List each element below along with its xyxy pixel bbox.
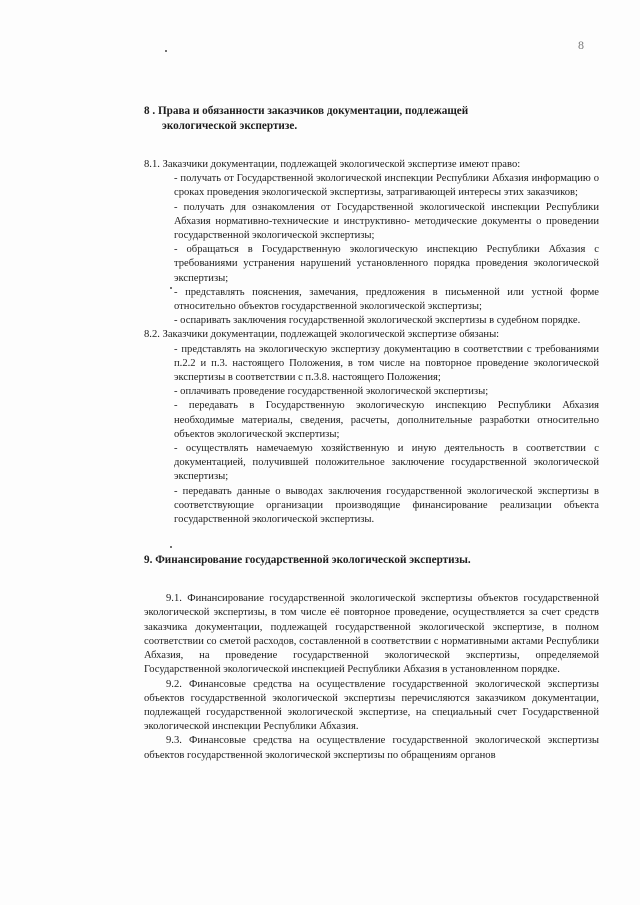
section-8-title-line1: 8 . Права и обязанности заказчиков документации, подлежащей [144,105,469,117]
paragraph-9-2: 9.2. Финансовые средства на осуществление государственной экологической экспертизы объектов государственной экологической экспертизы перечисляются заказчиком документации, подлежащей государственной экологической экспертизе, на специальный счет Государственной экологической инспекции Республики Абхазия. [144,678,599,733]
paragraph-9-1: 9.1. Финансирование государственной экологической экспертизы объектов государственной экологической экспертизы, в том числе её повторное проведение, осуществляется за счет средств заказчика документации, подлежащей государственной экологической экспертизе, в полном соответствии со сметой расходов, составленной в соответствии с нормативными актами Республики Абхазия, на проведение государственной экологической экспертизы, определяемой Государственной экологической инспекцией Республики Абхазия в установленном порядке. [144,593,599,676]
scan-speck [165,50,167,52]
clause-item: - обращаться в Государственную экологическую инспекцию Республики Абхазия с требованиями устранения нарушений установленного порядка проведения экологической экспертизы; [174,244,599,284]
document-body [144,104,599,763]
clause-8-2-items [144,343,599,528]
clause-item: - передавать в Государственную экологическую инспекцию Республики Абхазия необходимые материалы, сведения, расчеты, дополнительные разработки относительно объектов экологической экспертизы; [174,400,599,440]
clause-item: - передавать данные о выводах заключения государственной экологической экспертизы в соответствующие организации производящие финансирование реализации объекта государственной экологической экспертизы. [174,485,599,526]
section-8-title-line2: экологической экспертизе. [162,120,298,132]
clause-8-2-head: 8.2. Заказчики документации, подлежащей экологической экспертизе обязаны: [144,329,500,341]
section-8-heading [144,104,599,134]
clause-item: - получать для ознакомления от Государственной экологической инспекции Республики Абхазия нормативно-технические и инструктивно- методические документы о проведении государственной экологической экспертизы; [174,201,599,242]
paragraph-9-3: 9.3. Финансовые средства на осуществление государственной экологической экспертизы объектов государственной экологической экспертизы по обращениям органов [144,735,599,761]
clause-8-1-items [144,172,599,328]
clause-item: - представлять на экологическую экспертизу документацию в соответствии с требованиями п.2.2 и п.3. настоящего Положения, в том числе на повторное проведение экологической экспертизы в соответствии с п.3.8. настоящего Положения; [174,343,599,384]
clause-item: - представлять пояснения, замечания, предложения в письменной или устной форме относительно объектов государственной экологической экспертизы; [174,286,599,313]
page-number: 8 [578,38,584,52]
clause-item: - оспаривать заключения государственной экологической экспертизы в судебном порядке. [174,315,581,327]
section-9-heading: 9. Финансирование государственной экологической экспертизы. [144,554,471,567]
clause-item: - оплачивать проведение государственной экологической экспертизы; [174,386,489,398]
clause-item: - получать от Государственной экологической инспекции Республики Абхазия информацию о сроках проведения экологической экспертизы, затрагивающей интересы этих заказчиков; [174,173,599,199]
clause-8-2 [144,328,599,527]
clause-8-1 [144,158,599,328]
clause-item: - осуществлять намечаемую хозяйственную и иную деятельность в соответствии с документацией, получившей положительное заключение государственной экологической экспертизы; [174,443,599,483]
clause-8-1-head: 8.1. Заказчики документации, подлежащей экологической экспертизе имеют право: [144,159,521,170]
